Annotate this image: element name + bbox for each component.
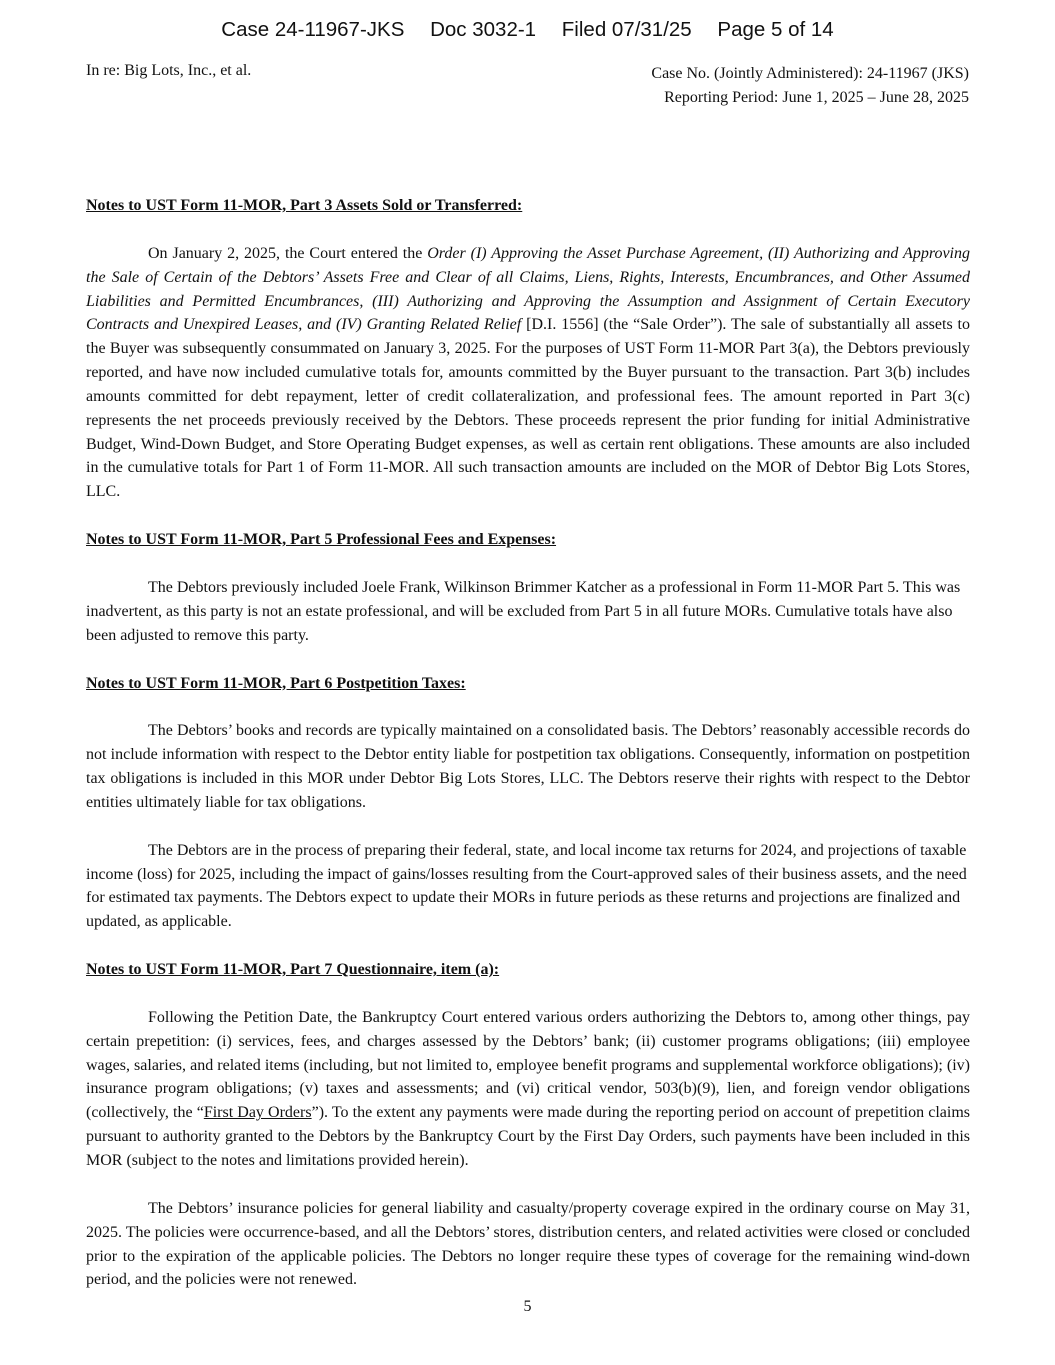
part3-paragraph	[86, 242, 970, 504]
header-debtor: In re: Big Lots, Inc., et al.	[86, 62, 252, 79]
part3-heading: Notes to UST Form 11-MOR, Part 3 Assets Sold or Transferred:	[86, 197, 523, 214]
stamp-doc: Doc 3032-1	[430, 18, 537, 41]
part6-paragraph-2: The Debtors are in the process of preparing their federal, state, and local income tax returns for 2024, and projections of taxable income (loss) for 2025, including the impact of gains/losses resulting from the Court-approved sales of their business assets, and the need for estimated tax payments. The Debtors expect to update their MORs in future periods as these returns and projections are finalized and updated, as applicable.	[86, 841, 967, 931]
header-case-no: Case No. (Jointly Administered): 24-11967 (JKS)	[651, 65, 969, 82]
header-reporting-period: Reporting Period: June 1, 2025 – June 28, 2025	[664, 89, 969, 106]
document-body	[86, 194, 970, 1316]
part6-paragraph-1: The Debtors’ books and records are typically maintained on a consolidated basis. The Debtors’ reasonably accessible records do not include information with respect to the Debtor entity liable for postpetition tax obligations. Consequently, information on postpetition tax obligations is included in this MOR under Debtor Big Lots Stores, LLC. The Debtors reserve their rights with respect to the Debtor entities ultimately liable for tax obligations.	[86, 722, 970, 811]
part7-text-b: ”). To the extent any payments were made during the reporting period on account of prepetition claims pursuant to authority granted to the Debtors by the Bankruptcy Court by the First Day Orders, such payments have been included in this MOR (subject to the notes and limitations provided herein).	[86, 1104, 971, 1169]
part5-paragraph: The Debtors previously included Joele Frank, Wilkinson Brimmer Katcher as a professional in Form 11-MOR Part 5. This was inadvertent, as this party is not an estate professional, and will be excluded from Part 5 in all future MORs. Cumulative totals have also been adjusted to remove this party.	[86, 578, 961, 644]
part3-text-a: On January 2, 2025, the Court entered the	[148, 244, 428, 262]
header-case-info	[651, 62, 969, 110]
part5-heading: Notes to UST Form 11-MOR, Part 5 Professional Fees and Expenses:	[86, 531, 557, 549]
stamp-filed: Filed 07/31/25	[561, 18, 692, 41]
sale-order-title: Order (I) Approving the Asset Purchase Agreement, (II) Authorizing and Approving the Sale of Certain of the Debtors’ Assets Free and Clear of all Claims, Liens, Rights, Interests, Encumbrances, and Other Assumed Liabilities and Permitted Encumbrances, (III) Authorizing and Approving the Assumption and Assignment of Certain Executory Contracts and Unexpired Leases, and (IV) Granting Related Relief	[86, 244, 970, 334]
part7-heading: Notes to UST Form 11-MOR, Part 7 Questionnaire, item (a):	[86, 961, 500, 979]
part6-heading: Notes to UST Form 11-MOR, Part 6 Postpetition Taxes:	[86, 674, 466, 692]
stamp-case: Case 24-11967-JKS	[221, 18, 405, 41]
part7-paragraph-1	[86, 1006, 970, 1173]
part3-text-b: [D.I. 1556] (the “Sale Order”). The sale of substantially all assets to the Buyer was subsequently consummated on January 3, 2025. For the purposes of UST Form 11-MOR Part 3(a), the Debtors previously reported, and have now included cumulative totals for, amounts committed by the Buyer pursuant to the transaction. Part 3(b) includes amounts committed for debt repayment, letter of credit collateralization, and professional fees. The amount reported in Part 3(c) represents the net proceeds previously received by the Debtors. These proceeds represent the prior funding for initial Administrative Budget, Wind-Down Budget, and Store Operating Budget expenses, as well as certain rent obligations. These amounts are also included in the cumulative totals for Part 1 of Form 11-MOR. All such transaction amounts are included on the MOR of Debtor Big Lots Stores, LLC.	[86, 316, 970, 501]
part7-text-a: Following the Petition Date, the Bankruptcy Court entered various orders authorizing the Debtors to, among other things, pay certain prepetition: (i) services, fees, and charges assessed by the Debtors’ bank; (ii) customer programs obligations; (iii) employee wages, salaries, and related items (including, but not limited to, employee benefit programs and supplemental workforce obligations); (iv) insurance program obligations; (v) taxes and assessments; and (vi) critical vendor, 503(b)(9), lien, and foreign vendor obligations (collectively, the “	[86, 1008, 970, 1122]
part7-paragraph-2: The Debtors’ insurance policies for general liability and casualty/property coverage expired in the ordinary course on May 31, 2025. The policies were occurrence-based, and all the Debtors’ stores, distribution centers, and related activities were closed or concluded prior to the expiration of the applicable policies. The Debtors no longer require these types of coverage for the remaining wind-down period, and the policies were not renewed.	[86, 1199, 970, 1289]
page-number: 5	[523, 1298, 532, 1315]
court-filing-stamp	[0, 18, 1055, 42]
first-day-orders-term: First Day Orders	[203, 1104, 312, 1122]
stamp-page: Page 5 of 14	[717, 18, 834, 41]
